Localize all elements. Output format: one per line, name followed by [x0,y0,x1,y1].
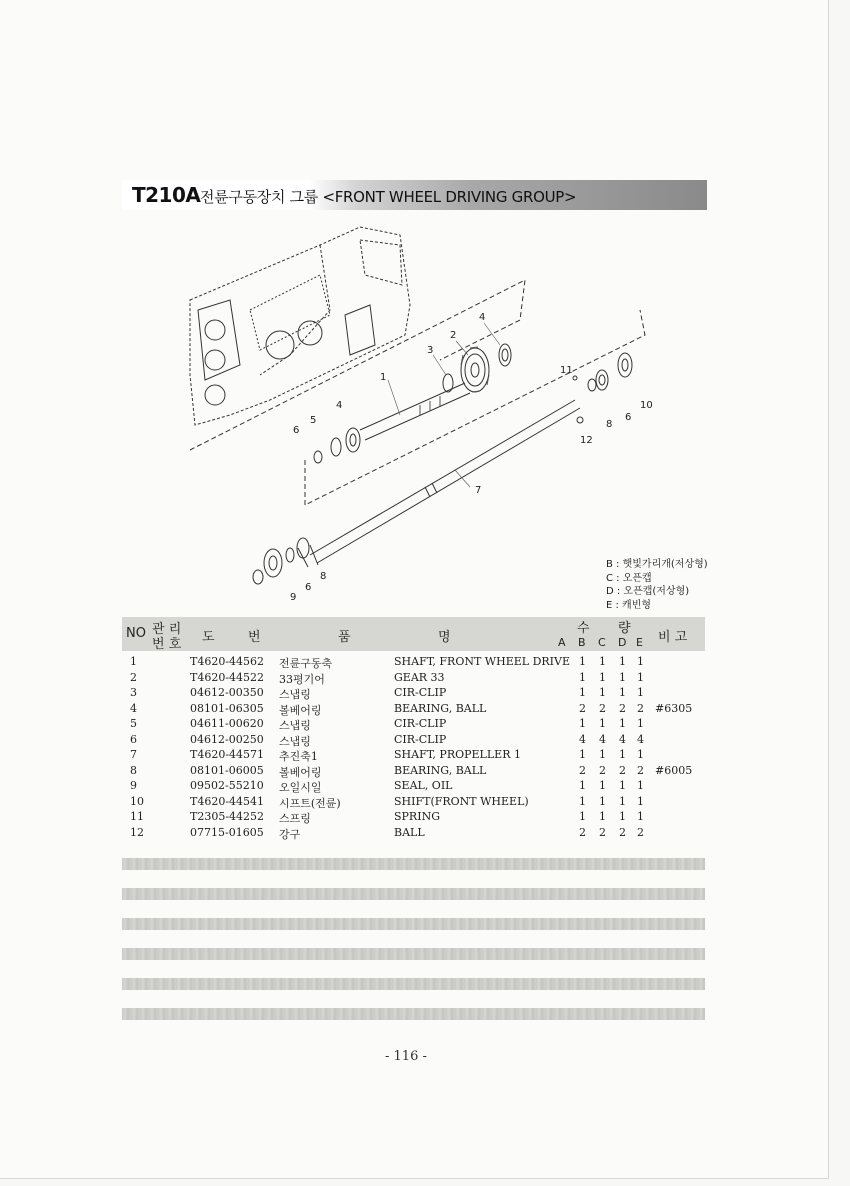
empty-row-band [122,1008,705,1020]
cell-e: 2 [637,825,644,839]
callout-6a: 6 [293,425,300,436]
callout-8b: 8 [320,571,327,582]
cell-en: CIR-CLIP [394,732,447,746]
cell-en: SHAFT, FRONT WHEEL DRIVE [394,655,570,668]
cell-d: 2 [619,825,626,839]
cell-b: 1 [579,717,586,730]
cell-part: T4620-44562 [190,655,265,668]
cell-c: 4 [599,732,606,746]
cell-d: 1 [619,655,626,668]
cell-e: 1 [637,748,644,761]
cir-clip-3 [443,374,453,392]
cell-e: 1 [637,779,644,792]
cell-no: 1 [130,655,137,668]
exploded-parts-diagram [170,215,670,615]
legend-c: C : 오픈캡 [606,572,652,584]
cell-no: 4 [130,701,137,715]
cell-c: 1 [599,670,606,684]
cell-en: SHIFT(FRONT WHEEL) [394,794,529,808]
cell-part: T4620-44522 [190,670,265,684]
cell-en: CIR-CLIP [394,686,447,699]
cell-e: 1 [637,810,644,823]
cell-b: 2 [579,701,586,715]
cell-d: 4 [619,732,626,746]
callout-4b: 4 [336,400,343,411]
cell-e: 2 [637,701,644,715]
cell-c: 1 [599,810,606,823]
cell-e: 2 [637,763,644,777]
right-end-parts [573,353,632,423]
left-end-parts [253,538,309,584]
cell-rm: #6005 [655,763,693,777]
table-header [122,617,705,651]
callout-9: 9 [290,592,297,603]
cell-part: 04612-00250 [190,732,264,746]
table-row [122,654,705,670]
callout-6b: 6 [625,412,632,423]
cell-part: 04611-00620 [190,717,264,730]
cell-e: 1 [637,686,644,699]
legend-d: D : 오픈캡(저상형) [606,586,690,597]
cell-en: GEAR 33 [394,670,445,684]
table-row [122,716,705,732]
header-qty-1: 수 [577,621,590,636]
cell-no: 8 [130,763,137,777]
cell-kr: 스프링 [279,812,311,825]
callout-10: 10 [640,400,653,411]
cell-c: 1 [599,794,606,808]
header-mgmt-2: 번 호 [152,637,182,652]
cell-b: 1 [579,686,586,699]
cell-e: 1 [637,717,644,730]
cell-kr: 스냅링 [279,688,311,701]
table-row [122,670,705,686]
cell-kr: 볼베어링 [279,703,322,717]
table-row [122,794,705,810]
cell-b: 1 [579,670,586,684]
cell-part: T2305-44252 [190,810,265,823]
cell-part: 07715-01605 [190,825,264,839]
cell-no: 9 [130,779,137,792]
gear-33 [461,347,489,392]
table-row [122,732,705,748]
cell-no: 6 [130,732,137,746]
cell-d: 2 [619,763,626,777]
table-row [122,685,705,701]
callout-3: 3 [427,345,434,356]
header-part-no-2: 번 [248,630,261,645]
cell-b: 2 [579,763,586,777]
empty-row-band [122,858,705,870]
header-col-d: D [618,636,627,649]
cell-c: 1 [599,686,606,699]
front-wheel-drive-shaft [360,383,470,440]
cell-en: BEARING, BALL [394,763,487,777]
cell-d: 1 [619,794,626,808]
empty-row-band [122,888,705,900]
header-name-2: 명 [438,630,451,645]
cell-no: 11 [130,810,144,823]
cell-d: 1 [619,717,626,730]
cell-b: 1 [579,810,586,823]
cell-e: 1 [637,670,644,684]
callout-8a: 8 [606,419,613,430]
cell-kr: 스냅링 [279,734,311,748]
callout-7: 7 [475,485,482,496]
cell-no: 12 [130,825,144,839]
cell-b: 2 [579,825,586,839]
cell-en: SHAFT, PROPELLER 1 [394,748,521,761]
table-row [122,747,705,763]
table-row [122,809,705,825]
group-code: T210A [132,183,201,207]
cir-clip-6-upper [314,451,322,463]
cell-no: 2 [130,670,137,684]
cell-kr: 볼베어링 [279,765,322,779]
cell-part: 08101-06305 [190,701,264,715]
header-col-a: A [558,636,566,649]
group-boundary [190,280,645,505]
cell-d: 1 [619,779,626,792]
cell-b: 1 [579,779,586,792]
cir-clip-5 [331,438,341,456]
cell-en: BALL [394,825,425,839]
cell-d: 1 [619,748,626,761]
callout-2: 2 [450,330,457,341]
legend [606,558,708,612]
cell-b: 1 [579,655,586,668]
cell-c: 1 [599,779,606,792]
cell-c: 1 [599,655,606,668]
cell-kr: 오일시일 [279,781,322,794]
cell-part: T4620-44571 [190,748,265,761]
cell-b: 1 [579,748,586,761]
empty-row-band [122,948,705,960]
transmission-housing [190,227,410,425]
cell-no: 5 [130,717,137,730]
callout-1: 1 [380,372,387,383]
header-remark: 비 고 [658,630,688,645]
cell-en: BEARING, BALL [394,701,487,715]
cell-no: 7 [130,748,137,761]
cell-kr: 스냅링 [279,719,311,732]
callout-12: 12 [580,435,593,446]
table-row [122,701,705,717]
cell-kr: 33평기어 [279,672,325,686]
header-mgmt-1: 관 리 [152,622,182,637]
header-no: NO [126,626,146,641]
cell-c: 1 [599,717,606,730]
cell-en: SPRING [394,810,440,823]
cell-b: 4 [579,732,586,746]
table-row [122,825,705,841]
cell-d: 1 [619,670,626,684]
header-col-c: C [598,636,606,649]
table-row [122,778,705,794]
cell-kr: 시프트(전륜) [279,796,341,810]
callout-11: 11 [560,365,573,376]
header-col-e: E [636,636,643,649]
cell-d: 2 [619,701,626,715]
callout-6c: 6 [305,582,312,593]
cell-kr: 추진축1 [279,750,318,763]
table-row [122,763,705,779]
cell-e: 1 [637,794,644,808]
cell-no: 10 [130,794,144,808]
cell-e: 1 [637,655,644,668]
cell-e: 4 [637,732,644,746]
cell-no: 3 [130,686,137,699]
ball-bearing-4-lower [346,428,360,452]
ball-bearing-4-upper [499,344,511,366]
cell-rm: #6305 [655,701,693,715]
callout-4a: 4 [479,312,486,323]
legend-b: B : 햇빛가리개(저상형) [606,559,708,570]
header-part-no-1: 도 [202,630,215,645]
cell-part: 04612-00350 [190,686,264,699]
cell-d: 1 [619,686,626,699]
empty-row-band [122,978,705,990]
legend-e: E : 캐빈형 [606,599,652,611]
callout-5: 5 [310,415,317,426]
cell-b: 1 [579,794,586,808]
propeller-shaft [298,400,580,567]
cell-part: 09502-55210 [190,779,264,792]
cell-c: 1 [599,748,606,761]
cell-c: 2 [599,763,606,777]
cell-part: 08101-06005 [190,763,264,777]
cell-c: 2 [599,701,606,715]
cell-c: 2 [599,825,606,839]
cell-part: T4620-44541 [190,794,265,808]
group-title: 전륜구동장치 그룹 <FRONT WHEEL DRIVING GROUP> [200,188,577,206]
cell-d: 1 [619,810,626,823]
cell-en: SEAL, OIL [394,779,453,792]
cell-kr: 전륜구동축 [279,657,333,670]
header-qty-2: 량 [618,621,631,636]
cell-kr: 강구 [279,827,301,841]
header-name-1: 품 [338,630,351,645]
empty-row-band [122,918,705,930]
header-col-b: B [578,636,586,649]
cell-en: CIR-CLIP [394,717,447,730]
page-number: - 116 - [385,1049,427,1064]
